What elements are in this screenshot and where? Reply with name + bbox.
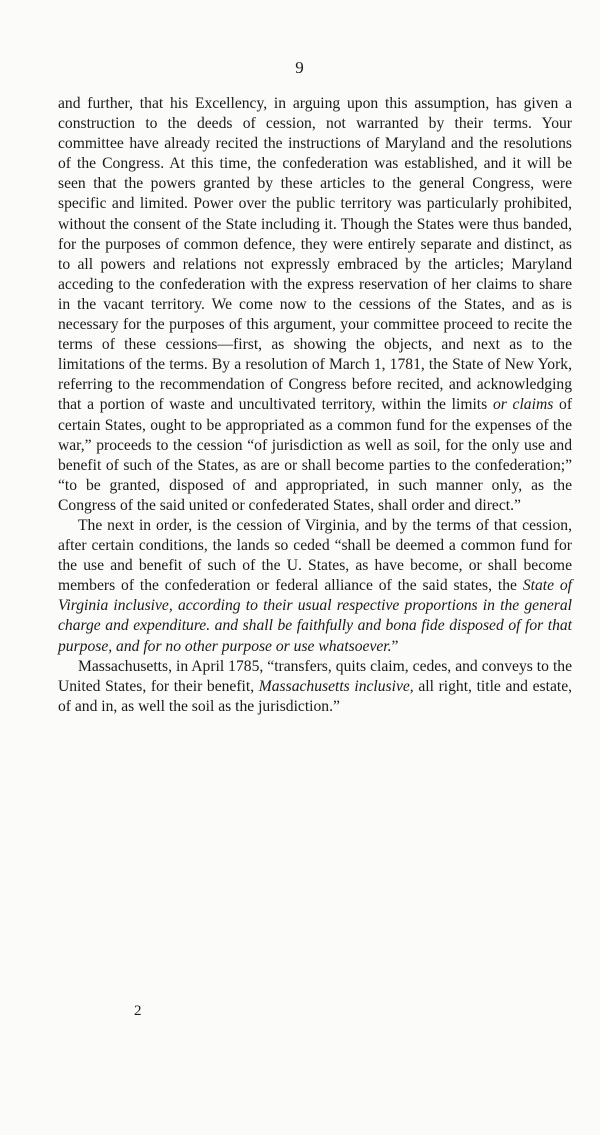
paragraph-1-text-a: and further, that his Excellency, in arguing upon this assumption, has given a construction to the deeds of cession, not warranted by their terms. Your committee have already recited the instructions of Maryland and the resolutions of the Congress. At this time, the confederation was established, and it will be seen that the powers granted by these articles to the general Congress, were specific and limited. Power over the public territory was particularly prohibited, without the consent of the State including it. Though the States were thus banded, for the purposes of common defence, they were entirely separate and distinct, as to all powers and relations not expressly embraced by the articles; Maryland acceding to the confederation with the express reservation of her claims to share in the vacant territory. We come now to the cessions of the States, and as is necessary for the purposes of this argument, your committee proceed to recite the terms of these cessions—first, as showing the objects, and next as to the limitations of the terms. By a resolution of March 1, 1781, the State of New York, referring to the recommendation of Congress before recited, and acknowledging that a portion of waste and uncultivated territory, within the limits [58, 95, 572, 414]
paragraph-2-text-b: ” [391, 637, 399, 655]
paragraph-1 [58, 94, 572, 516]
paragraph-3-text-a: Massachusetts, in April 1785, “transfers, quits claim, cedes, and conveys to the United States, for their benefit, [58, 657, 572, 695]
page-number: 9 [295, 58, 305, 77]
paragraph-1-italic: or claims [492, 396, 554, 414]
paragraph-1-text-b: of certain States, ought to be appropriated as a common fund for the expenses of the war,” proceeds to the cession “of jurisdiction as well as soil, for the only use and benefit of such of the States, as are or shall become parties to the confederation;” “to be granted, disposed of and appropriated, in such manner only, as the Congress of the said united or confederated States, shall order and direct.” [58, 396, 573, 514]
paragraph-2-text-a: The next in order, is the cession of Virginia, and by the terms of that cession, after certain conditions, the lands so ceded “shall be deemed a common fund for the use and benefit of such of the U. States, as have become, or shall become members of the confederation or federal alliance of the said states, the [58, 516, 572, 595]
document-body [58, 94, 572, 717]
paragraph-2-italic: State of Virginia inclusive, according to their usual respective proportions in the general charge and expenditure. and shall be faithfully and bona fide disposed of for that purpose, and for no other purpose or use whatsoever. [58, 577, 572, 655]
paragraph-3-text-b: all right, title and estate, of and in, as well the soil as the jurisdiction.” [58, 677, 573, 715]
paragraph-3-italic: Massachusetts inclusive, [258, 677, 414, 695]
paragraph-3 [58, 657, 572, 717]
paragraph-2 [58, 516, 572, 657]
signature-mark: 2 [134, 1003, 142, 1019]
